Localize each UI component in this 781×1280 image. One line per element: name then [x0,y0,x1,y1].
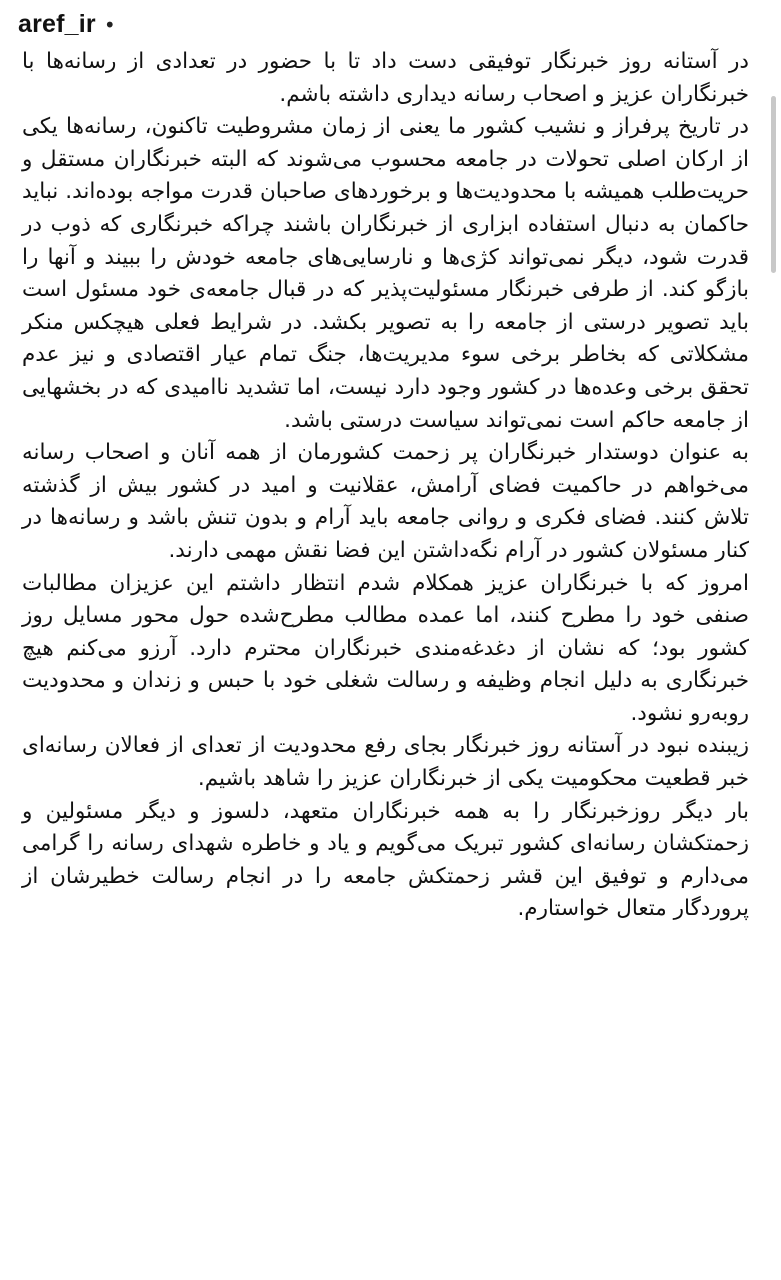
caption-paragraph-6: بار دیگر روزخبرنگار را به همه خبرنگاران متعهد، دلسوز و دیگر مسئولین و زحمتکشان رسانه‌ای کشور تبریک می‌گویم و یاد و خاطره شهدای رسانه را گرامی می‌دارم و توفیق این قشر زحمتکش جامعه را در انجام رسالت خطیرشان از پروردگار متعال خواستارم. [22,798,749,922]
separator-dot: • [103,13,116,37]
scrollbar[interactable] [771,96,778,1276]
caption-paragraph-3: به عنوان دوستدار خبرنگاران پر زحمت کشورمان از همه آنان و اصحاب رسانه می‌خواهم در حاکمیت فضای آرامش، عقلانیت و امید در کشور بیش از گذشته تلاش کنند. فضای فکری و روانی جامعه باید آرام و بدون تنش باشد و رسانه‌ها در کنار مسئولان کشور در آرام نگه‌داشتن این فضا نقش مهمی دارند. [22,440,749,563]
caption-paragraph-5: زیبنده نبود در آستانه روز خبرنگار بجای رفع محدودیت از تعدای از فعالان رسانه‌ای خبر قطعیت محکومیت یکی از خبرنگاران عزیز را شاهد باشیم. [22,733,749,792]
scrollbar-thumb[interactable] [771,96,776,273]
post-header [18,4,116,44]
caption-paragraph-1: در آستانه روز خبرنگار توفیقی دست داد تا با حضور در تعدادی از رسانه‌ها با خبرنگاران عزیز و اصحاب رسانه دیداری داشته باشم. [22,49,749,107]
username-link[interactable]: aref_ir [18,9,96,38]
caption-paragraph-4: امروز که با خبرنگاران عزیز همکلام شدم انتظار داشتم این عزیزان مطالبات صنفی خود را مطرح کنند، اما عمده مطالب مطرح‌شده حول محور مسایل روز کشور بود؛ که نشان از دغدغه‌مندی خبرنگاران محترم دارد. آرزو می‌کنم هیچ خبرنگاری به دلیل انجام وظیفه و رسالت شغلی خود با حبس و زندان و محدودیت روبه‌رو نشود. [22,570,749,726]
post-caption [22,46,749,926]
caption-paragraph-2: در تاریخ پرفراز و نشیب کشور ما یعنی از زمان مشروطیت تاکنون، رسانه‌ها یکی از ارکان اصلی تحولات در جامعه محسوب می‌شوند که البته خبرنگاران مستقل و حریت‌طلب همیشه با محدودیت‌ها و برخوردهای صاحبان قدرت مواجه بوده‌اند. نباید حاکمان به دنبال استفاده ابزاری از خبرنگاران باشند چراکه خبرنگاری که ذوب در قدرت شود، دیگر نمی‌تواند کژی‌ها و نارسایی‌های جامعه خودش را ببیند و آنها را بازگو کند. از طرفی خبرنگار مسئولیت‌پذیر که در قبال جامعه‌ی خود مسئول است باید تصویر درستی از جامعه را به تصویر بکشد. در شرایط فعلی هیچکس منکر مشکلاتی که بخاطر برخی سوء مدیریت‌ها، جنگ تمام عیار اقتصادی و نیز عدم تحقق برخی وعده‌ها در کشور وجود دارد نیست، اما تشدید ناامیدی که در بخشهایی از جامعه حاکم است نمی‌تواند سیاست درستی باشد. [22,114,749,433]
